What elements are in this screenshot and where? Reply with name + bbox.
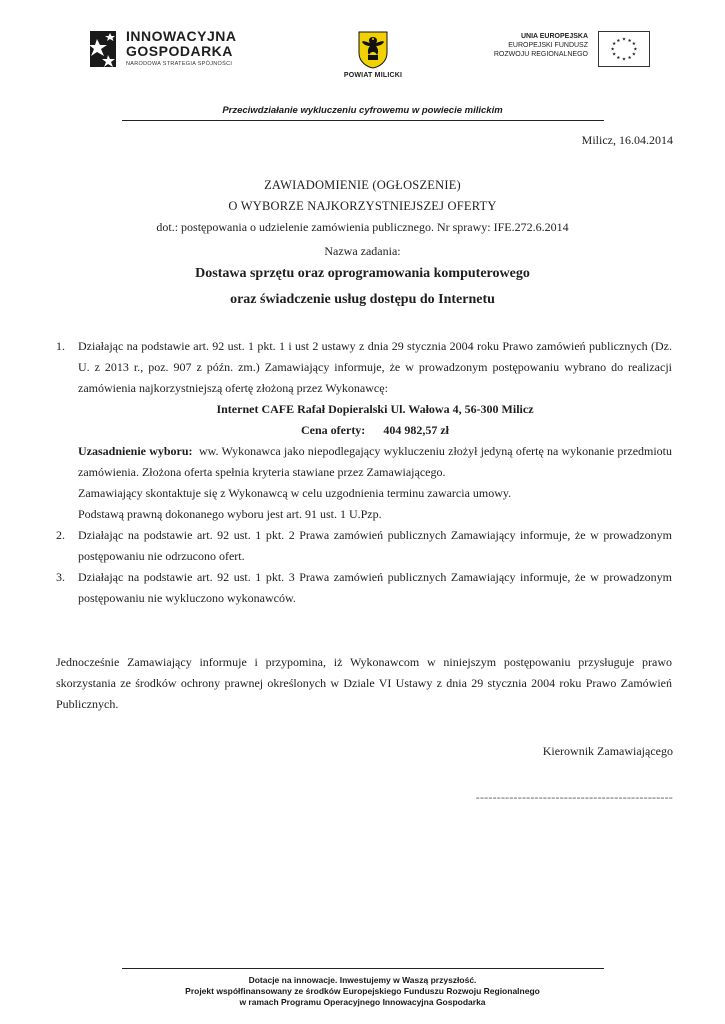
ig-logo-line1: INNOWACYJNA bbox=[126, 28, 237, 44]
justification bbox=[78, 441, 672, 483]
item-text: Działając na podstawie art. 92 ust. 1 pkt. 1 i ust 2 ustawy z dnia 29 stycznia 2004 roku Prawo zamówień publicznych (Dz. U. z 2013 r., poz. 907 z późn. zm.) Zamawiający informuje, że w prowadzonym postępowaniu wybrano do realizacji zamówienia najkorzystniejszą ofertę złożoną przez Wykonawcę: bbox=[78, 339, 672, 395]
signature-line: ----------------------------------------------- bbox=[475, 790, 673, 804]
item-text: Działając na podstawie art. 92 ust. 1 pkt. 2 Prawa zamówień publicznych Zamawiający informuje, że w prowadzonym postępowaniu nie odrzucono ofert. bbox=[78, 528, 672, 563]
footer-divider bbox=[122, 968, 604, 969]
footer bbox=[0, 975, 725, 1008]
signatory: Kierownik Zamawiającego bbox=[542, 744, 673, 758]
powiat-logo-caption: POWIAT MILICKI bbox=[343, 72, 403, 79]
contact-text: Zamawiający skontaktuje się z Wykonawcą w celu uzgodnienia terminu zawarcia umowy. bbox=[78, 486, 512, 500]
items-list bbox=[56, 336, 672, 609]
closing-paragraph: Jednocześnie Zamawiający informuje i przypomina, iż Wykonawcom w niniejszym postępowaniu przysługuje prawo skorzystania ze środków ochrony prawnej określonych w Dziale VI Ustawy z dnia 29 stycznia 2004 roku Prawo Zamówień Publicznych. bbox=[56, 655, 672, 711]
svg-text:★: ★ bbox=[621, 37, 627, 43]
svg-text:★: ★ bbox=[611, 42, 617, 48]
svg-text:★: ★ bbox=[621, 57, 627, 63]
eu-logo bbox=[470, 31, 650, 71]
task-title-line2: oraz świadczenie usług dostępu do Internetu bbox=[230, 292, 495, 307]
ig-logo-line3: NARODOWA STRATEGIA SPÓJNOŚCI bbox=[126, 61, 233, 67]
ig-logo-line2: GOSPODARKA bbox=[126, 43, 233, 59]
list-item bbox=[56, 567, 672, 609]
svg-text:★: ★ bbox=[631, 42, 637, 48]
svg-text:★: ★ bbox=[633, 47, 638, 53]
item-text: Działając na podstawie art. 92 ust. 1 pkt. 3 Prawa zamówień publicznych Zamawiający informuje, że w prowadzonym postępowaniu nie wykluczono wykonawców. bbox=[78, 570, 672, 605]
item-number: 3. bbox=[56, 570, 65, 584]
svg-text:★: ★ bbox=[611, 52, 617, 58]
powiat-milicki-logo bbox=[328, 31, 418, 86]
project-title: Przeciwdziałanie wykluczeniu cyfrowemu w powiecie milickim bbox=[222, 105, 503, 116]
justification-text: ww. Wykonawca jako niepodlegający wykluczeniu złożył jedyną ofertę na wykonanie przedmiotu zamówienia. Złożona oferta spełnia kryteria stawiane przez Zamawiającego. bbox=[78, 444, 673, 479]
price-value: 404 982,57 zł bbox=[383, 423, 449, 437]
svg-text:★: ★ bbox=[631, 52, 637, 58]
item-number: 2. bbox=[56, 528, 65, 542]
ig-star-icon bbox=[88, 25, 120, 73]
innowacyjna-gospodarka-logo bbox=[88, 25, 268, 75]
eu-logo-line1: UNIA EUROPEJSKA bbox=[520, 33, 588, 40]
eu-flag-icon bbox=[598, 31, 650, 67]
eu-logo-text bbox=[494, 32, 588, 59]
eu-logo-line2: EUROPEJSKI FUNDUSZ bbox=[508, 42, 588, 49]
list-item bbox=[56, 336, 672, 525]
legal-basis: Podstawą prawną dokonanego wyboru jest art. 91 ust. 1 U.Pzp. bbox=[78, 507, 382, 521]
svg-text:★: ★ bbox=[616, 55, 621, 61]
price-label: Cena oferty: bbox=[301, 423, 366, 437]
footer-line1: Dotacje na innowacje. Inwestujemy w Waszą przyszłość. bbox=[248, 975, 477, 985]
svg-text:★: ★ bbox=[627, 38, 632, 44]
svg-text:★: ★ bbox=[616, 38, 621, 44]
footer-line2: Projekt współfinansowany ze środków Europejskiego Funduszu Rozwoju Regionalnego bbox=[185, 986, 540, 996]
document-date: Milicz, 16.04.2014 bbox=[581, 133, 673, 147]
heading-best-offer: O WYBORZE NAJKORZYSTNIEJSZEJ OFERTY bbox=[228, 199, 497, 213]
footer-line3: w ramach Programu Operacyjnego Innowacyjna Gospodarka bbox=[239, 997, 486, 1007]
reference-line: dot.: postępowania o udzielenie zamówienia publicznego. Nr sprawy: IFE.272.6.2014 bbox=[156, 220, 569, 234]
svg-text:★: ★ bbox=[627, 55, 632, 61]
eu-logo-line3: ROZWOJU REGIONALNEGO bbox=[493, 51, 588, 58]
offer-price bbox=[78, 420, 672, 441]
heading-notice: ZAWIADOMIENIE (OGŁOSZENIE) bbox=[264, 178, 461, 192]
list-item bbox=[56, 525, 672, 567]
svg-text:★: ★ bbox=[610, 47, 615, 53]
coat-of-arms-icon bbox=[358, 31, 388, 69]
justification-label: Uzasadnienie wyboru: bbox=[78, 444, 193, 458]
item-number: 1. bbox=[56, 339, 65, 353]
task-title-line1: Dostawa sprzętu oraz oprogramowania komputerowego bbox=[195, 266, 530, 281]
header-divider bbox=[122, 120, 604, 121]
task-label: Nazwa zadania: bbox=[324, 244, 401, 258]
winner-name: Internet CAFE Rafał Dopieralski Ul. Wałowa 4, 56-300 Milicz bbox=[216, 402, 534, 416]
